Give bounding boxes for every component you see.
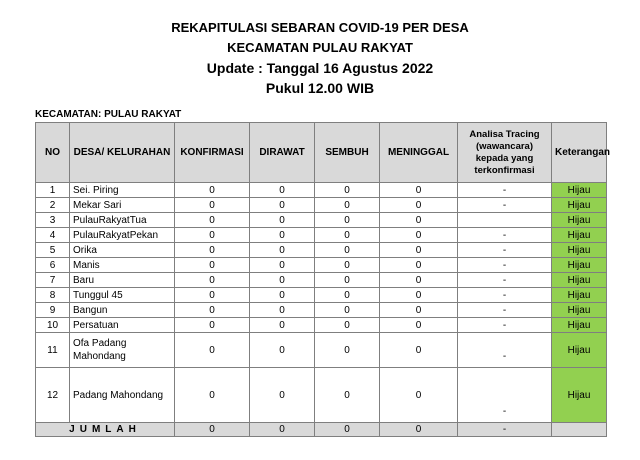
- cell-no: 8: [36, 288, 70, 303]
- cell-no: 4: [36, 228, 70, 243]
- report-title: REKAPITULASI SEBARAN COVID-19 PER DESA: [171, 20, 469, 35]
- cell-analisa: -: [458, 198, 552, 213]
- col-header-konfirmasi: KONFIRMASI: [175, 123, 250, 183]
- cell-keterangan-status: Hijau: [552, 333, 607, 368]
- table-row: [36, 303, 607, 318]
- cell-keterangan-status: Hijau: [552, 318, 607, 333]
- cell-meninggal: 0: [380, 288, 458, 303]
- cell-analisa: -: [458, 183, 552, 198]
- cell-konfirmasi: 0: [175, 183, 250, 198]
- cell-sembuh: 0: [315, 303, 380, 318]
- col-header-desa: DESA/ KELURAHAN: [70, 123, 175, 183]
- cell-no: 9: [36, 303, 70, 318]
- report-subtitle-kecamatan: KECAMATAN PULAU RAKYAT: [227, 40, 413, 55]
- total-analisa: -: [458, 423, 552, 437]
- cell-analisa: -: [458, 273, 552, 288]
- cell-dirawat: 0: [250, 198, 315, 213]
- cell-meninggal: 0: [380, 318, 458, 333]
- cell-dirawat: 0: [250, 333, 315, 368]
- cell-keterangan-status: Hijau: [552, 273, 607, 288]
- cell-meninggal: 0: [380, 273, 458, 288]
- cell-meninggal: 0: [380, 228, 458, 243]
- cell-keterangan-status: Hijau: [552, 258, 607, 273]
- cell-meninggal: 0: [380, 368, 458, 423]
- cell-sembuh: 0: [315, 213, 380, 228]
- col-header-sembuh: SEMBUH: [315, 123, 380, 183]
- col-header-keterangan: Keterangan: [552, 123, 607, 183]
- kecamatan-label: KECAMATAN: PULAU RAKYAT: [35, 109, 182, 120]
- table-row: [36, 318, 607, 333]
- cell-keterangan-status: Hijau: [552, 368, 607, 423]
- cell-dirawat: 0: [250, 243, 315, 258]
- total-label: JUMLAH: [36, 423, 175, 437]
- total-sembuh: 0: [315, 423, 380, 437]
- cell-desa: Baru: [70, 273, 175, 288]
- cell-sembuh: 0: [315, 288, 380, 303]
- cell-dirawat: 0: [250, 273, 315, 288]
- table-row: [36, 273, 607, 288]
- cell-no: 12: [36, 368, 70, 423]
- cell-dirawat: 0: [250, 368, 315, 423]
- cell-no: 11: [36, 333, 70, 368]
- covid-recap-table: [35, 122, 611, 437]
- cell-sembuh: 0: [315, 243, 380, 258]
- cell-konfirmasi: 0: [175, 258, 250, 273]
- table-row: [36, 213, 607, 228]
- cell-analisa: -: [458, 288, 552, 303]
- cell-desa: Tunggul 45: [70, 288, 175, 303]
- cell-sembuh: 0: [315, 183, 380, 198]
- cell-analisa: -: [458, 258, 552, 273]
- col-header-no: NO: [36, 123, 70, 183]
- cell-meninggal: 0: [380, 333, 458, 368]
- cell-konfirmasi: 0: [175, 288, 250, 303]
- report-update-date: Update : Tanggal 16 Agustus 2022: [206, 60, 434, 76]
- cell-keterangan-status: Hijau: [552, 288, 607, 303]
- col-header-meninggal: MENINGGAL: [380, 123, 458, 183]
- cell-konfirmasi: 0: [175, 213, 250, 228]
- cell-no: 1: [36, 183, 70, 198]
- cell-analisa: -: [458, 303, 552, 318]
- cell-konfirmasi: 0: [175, 273, 250, 288]
- cell-sembuh: 0: [315, 333, 380, 368]
- cell-no: 3: [36, 213, 70, 228]
- cell-analisa: -: [458, 228, 552, 243]
- table-row: [36, 243, 607, 258]
- cell-desa: Manis: [70, 258, 175, 273]
- cell-keterangan-status: Hijau: [552, 228, 607, 243]
- cell-analisa: [458, 213, 552, 228]
- cell-konfirmasi: 0: [175, 318, 250, 333]
- cell-no: 10: [36, 318, 70, 333]
- cell-desa: Padang Mahondang: [70, 368, 175, 423]
- cell-sembuh: 0: [315, 318, 380, 333]
- cell-dirawat: 0: [250, 258, 315, 273]
- total-konfirmasi: 0: [175, 423, 250, 437]
- cell-desa: Persatuan: [70, 318, 175, 333]
- table-row: [36, 258, 607, 273]
- table-header-row: [36, 123, 607, 183]
- cell-meninggal: 0: [380, 258, 458, 273]
- cell-desa: Bangun: [70, 303, 175, 318]
- cell-desa: PulauRakyatPekan: [70, 228, 175, 243]
- table-row: [36, 288, 607, 303]
- cell-meninggal: 0: [380, 183, 458, 198]
- cell-sembuh: 0: [315, 198, 380, 213]
- cell-keterangan-status: Hijau: [552, 183, 607, 198]
- cell-keterangan-status: Hijau: [552, 303, 607, 318]
- cell-desa: Mekar Sari: [70, 198, 175, 213]
- cell-analisa: -: [458, 318, 552, 333]
- cell-analisa: -: [458, 368, 552, 423]
- cell-meninggal: 0: [380, 243, 458, 258]
- cell-meninggal: 0: [380, 213, 458, 228]
- total-meninggal: 0: [380, 423, 458, 437]
- cell-desa: PulauRakyatTua: [70, 213, 175, 228]
- cell-no: 6: [36, 258, 70, 273]
- cell-konfirmasi: 0: [175, 303, 250, 318]
- cell-konfirmasi: 0: [175, 198, 250, 213]
- table-total-row: [36, 423, 607, 437]
- report-update-time: Pukul 12.00 WIB: [265, 80, 375, 96]
- cell-sembuh: 0: [315, 258, 380, 273]
- cell-dirawat: 0: [250, 318, 315, 333]
- cell-sembuh: 0: [315, 368, 380, 423]
- cell-sembuh: 0: [315, 273, 380, 288]
- cell-no: 2: [36, 198, 70, 213]
- cell-keterangan-status: Hijau: [552, 198, 607, 213]
- cell-konfirmasi: 0: [175, 243, 250, 258]
- cell-meninggal: 0: [380, 198, 458, 213]
- table-row: [36, 198, 607, 213]
- total-dirawat: 0: [250, 423, 315, 437]
- cell-desa: Orika: [70, 243, 175, 258]
- cell-dirawat: 0: [250, 288, 315, 303]
- cell-dirawat: 0: [250, 213, 315, 228]
- cell-desa: Ofa Padang Mahondang: [70, 333, 175, 368]
- cell-dirawat: 0: [250, 303, 315, 318]
- cell-no: 7: [36, 273, 70, 288]
- cell-keterangan-status: Hijau: [552, 243, 607, 258]
- cell-dirawat: 0: [250, 183, 315, 198]
- cell-desa: Sei. Piring: [70, 183, 175, 198]
- cell-konfirmasi: 0: [175, 368, 250, 423]
- cell-keterangan-status: Hijau: [552, 213, 607, 228]
- cell-meninggal: 0: [380, 303, 458, 318]
- table-row: [36, 183, 607, 198]
- cell-konfirmasi: 0: [175, 228, 250, 243]
- cell-analisa: -: [458, 243, 552, 258]
- col-header-analisa-tracing: Analisa Tracing (wawancara) kepada yang terkonfirmasi: [458, 123, 552, 183]
- cell-sembuh: 0: [315, 228, 380, 243]
- cell-analisa: -: [458, 333, 552, 368]
- cell-no: 5: [36, 243, 70, 258]
- total-keterangan: [552, 423, 607, 437]
- report-title-block: [0, 18, 640, 98]
- table-row: [36, 333, 607, 368]
- col-header-dirawat: DIRAWAT: [250, 123, 315, 183]
- cell-konfirmasi: 0: [175, 333, 250, 368]
- cell-dirawat: 0: [250, 228, 315, 243]
- table-row: [36, 228, 607, 243]
- table-row: [36, 368, 607, 423]
